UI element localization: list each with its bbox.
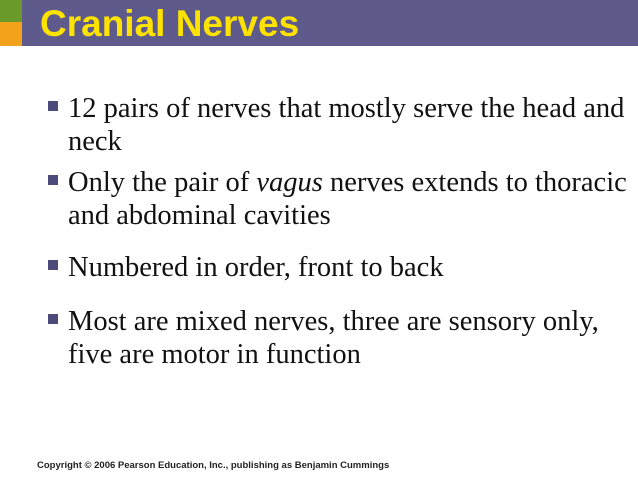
square-bullet-icon: [48, 260, 58, 270]
bullet-item: [48, 305, 628, 371]
bullet-emphasis: vagus: [256, 167, 323, 198]
bullet-text: Numbered in order, front to back: [68, 252, 444, 283]
accent-square-green: [0, 0, 22, 22]
bullet-item: [48, 92, 628, 158]
bullet-text-before: Only the pair of: [68, 167, 257, 198]
bullet-text-after: nerves extends to thoracic and abdominal cavities: [68, 167, 627, 231]
bullet-item: [48, 166, 628, 232]
copyright-footer: Copyright © 2006 Pearson Education, Inc., publishing as Benjamin Cummings: [37, 460, 390, 471]
square-bullet-icon: [48, 175, 58, 185]
bullet-list: [48, 92, 628, 371]
bullet-item: [48, 251, 628, 284]
accent-square-orange: [0, 22, 22, 46]
bullet-text: 12 pairs of nerves that mostly serve the head and neck: [68, 93, 625, 157]
slide-title: Cranial Nerves: [40, 3, 300, 44]
square-bullet-icon: [48, 101, 58, 111]
bullet-text: Most are mixed nerves, three are sensory only, five are motor in function: [68, 306, 599, 370]
square-bullet-icon: [48, 314, 58, 324]
